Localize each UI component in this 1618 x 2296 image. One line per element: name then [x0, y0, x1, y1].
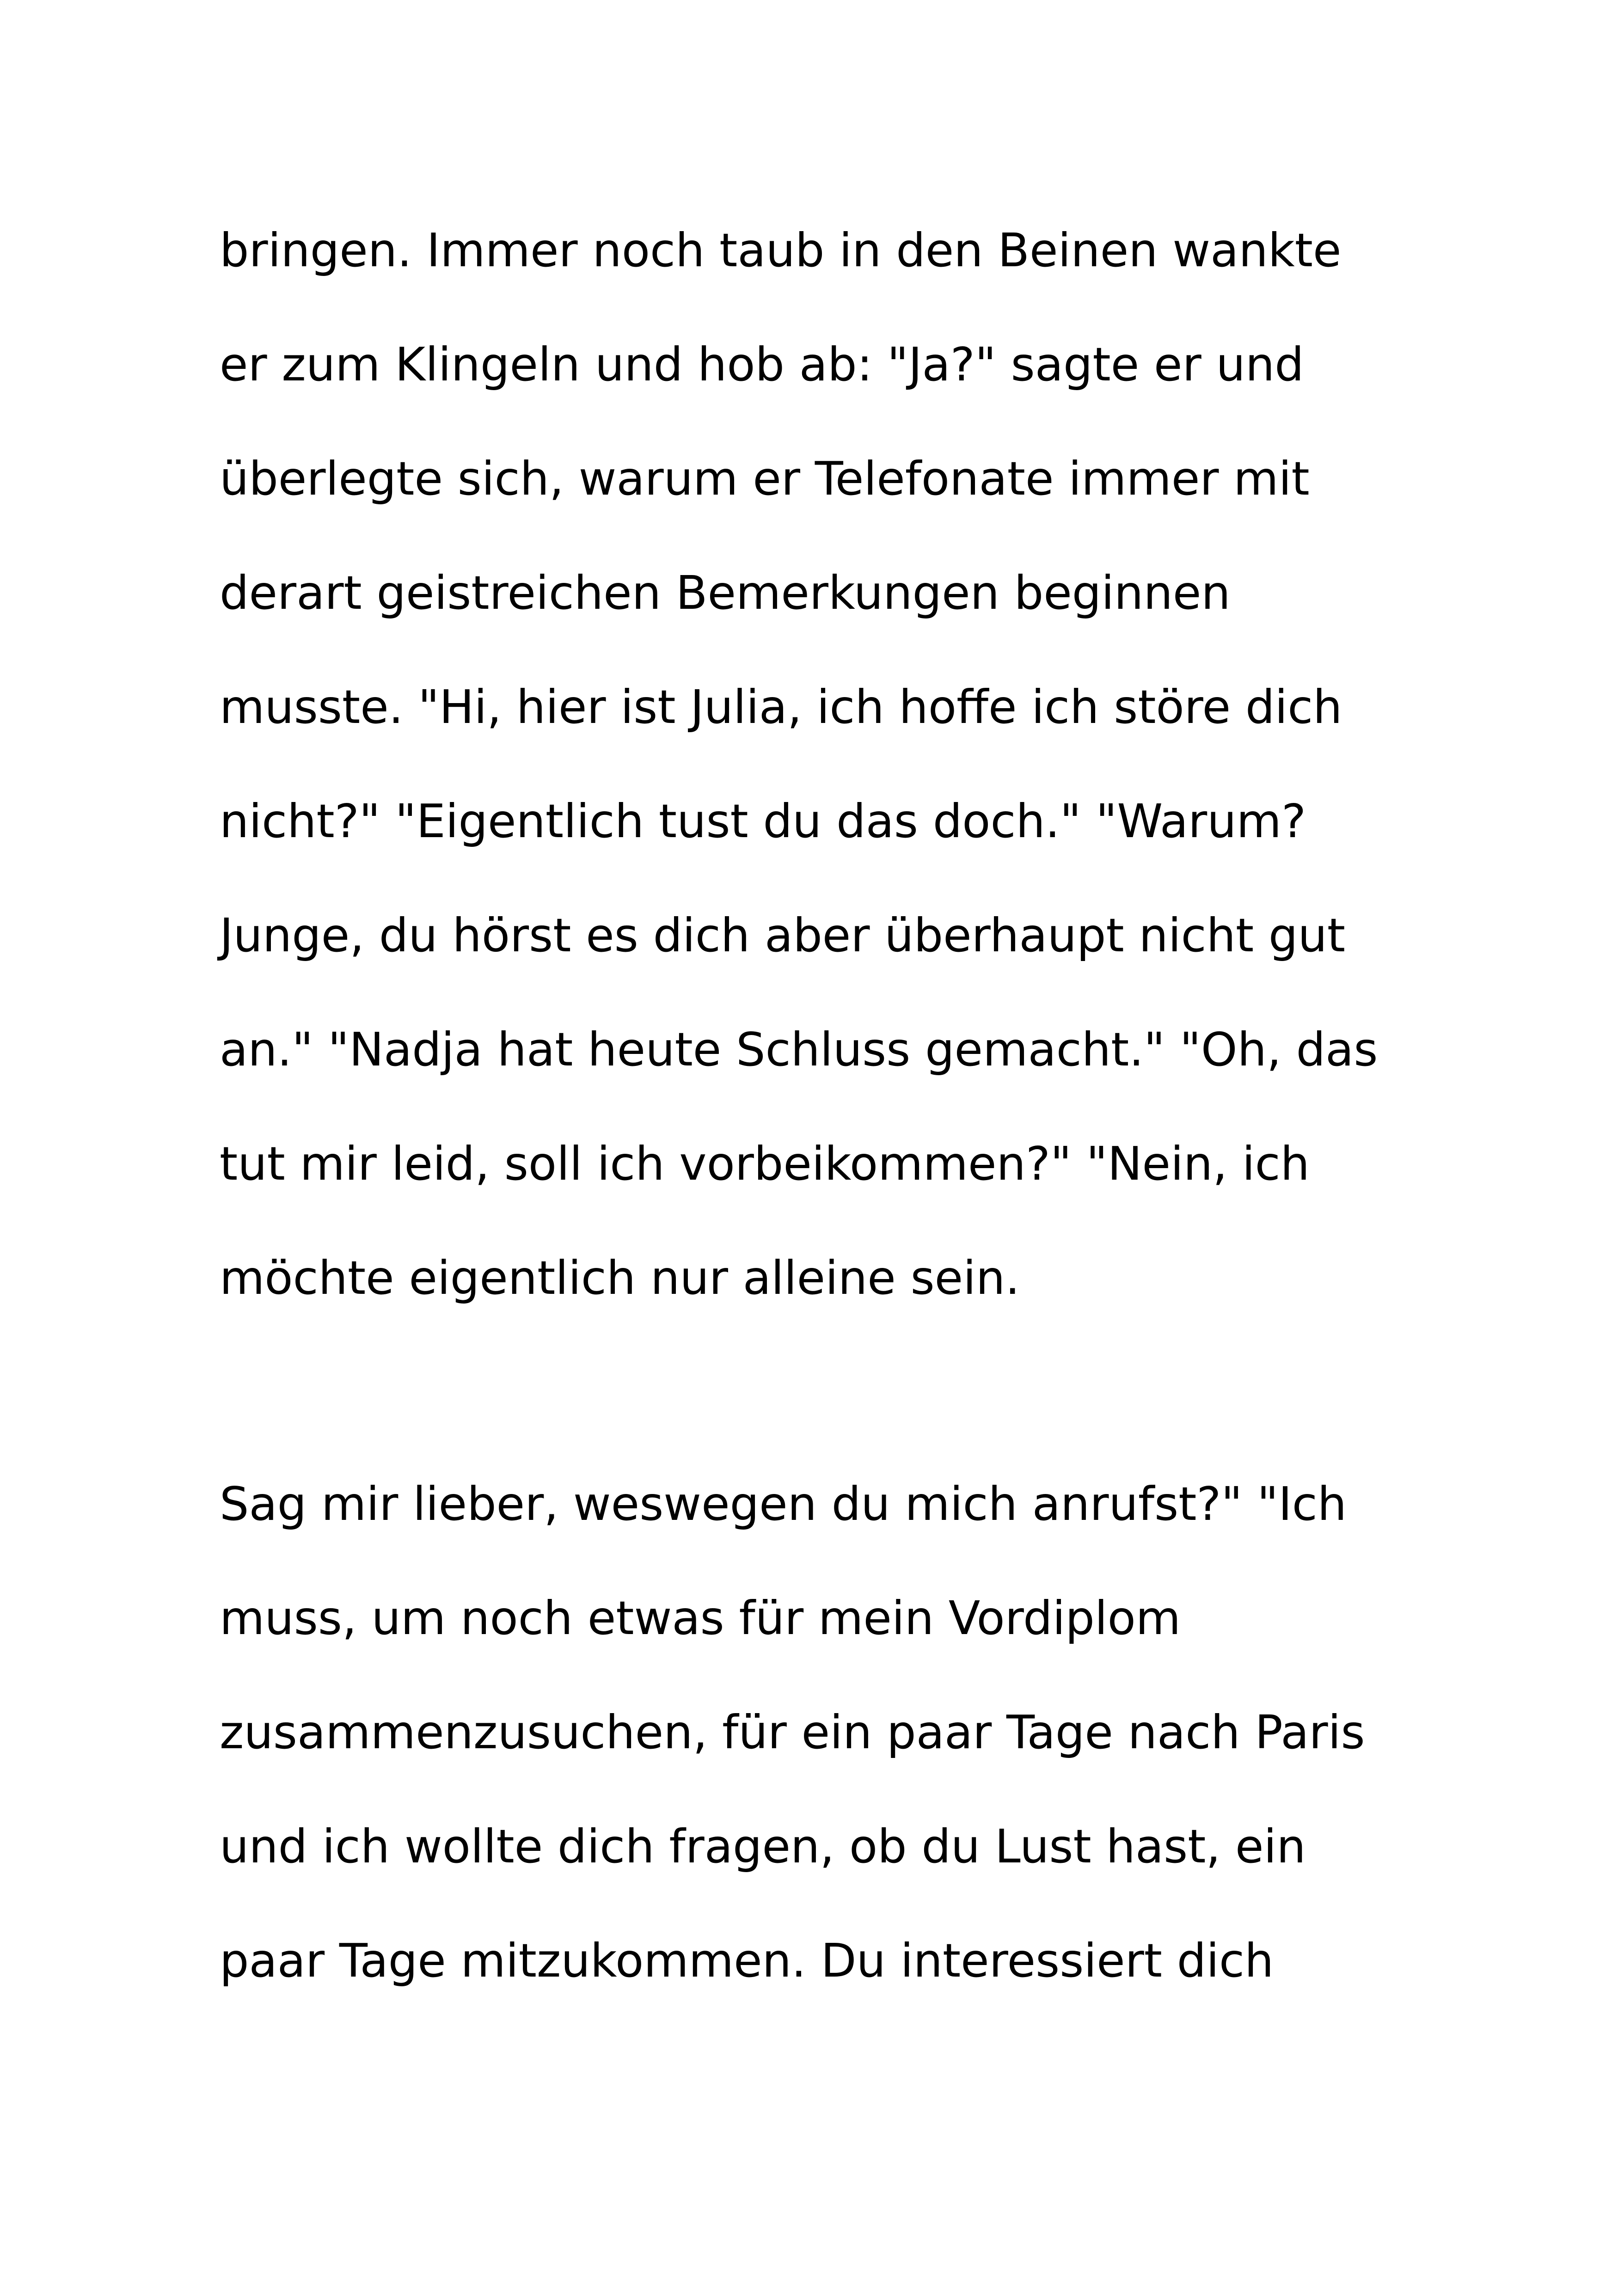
text-line: überlegte sich, warum er Telefonate immer mit: [220, 452, 1310, 506]
text-line: und ich wollte dich fragen, ob du Lust hast, ein: [220, 1819, 1306, 1874]
text-line: Junge, du hörst es dich aber überhaupt nicht gut: [220, 908, 1346, 962]
text-line: bringen. Immer noch taub in den Beinen wankte: [220, 223, 1342, 277]
text-line: an." "Nadja hat heute Schluss gemacht." "Oh, das: [220, 1022, 1378, 1077]
text-line: er zum Klingeln und hob ab: "Ja?" sagte er und: [220, 337, 1304, 392]
text-line: paar Tage mitzukommen. Du interessiert dich: [220, 1934, 1274, 1988]
text-line: derart geistreichen Bemerkungen beginnen: [220, 566, 1231, 620]
text-line: muss, um noch etwas für mein Vordiplom: [220, 1591, 1181, 1645]
text-line: Sag mir lieber, weswegen du mich anrufst?" "Ich: [220, 1477, 1347, 1531]
text-line: zusammenzusuchen, für ein paar Tage nach Paris: [220, 1705, 1365, 1759]
text-line: nicht?" "Eigentlich tust du das doch." "Warum?: [220, 794, 1306, 848]
text-line: möchte eigentlich nur alleine sein.: [220, 1251, 1020, 1305]
text-line: musste. "Hi, hier ist Julia, ich hoffe ich störe dich: [220, 680, 1342, 734]
text-line: tut mir leid, soll ich vorbeikommen?" "Nein, ich: [220, 1137, 1310, 1191]
